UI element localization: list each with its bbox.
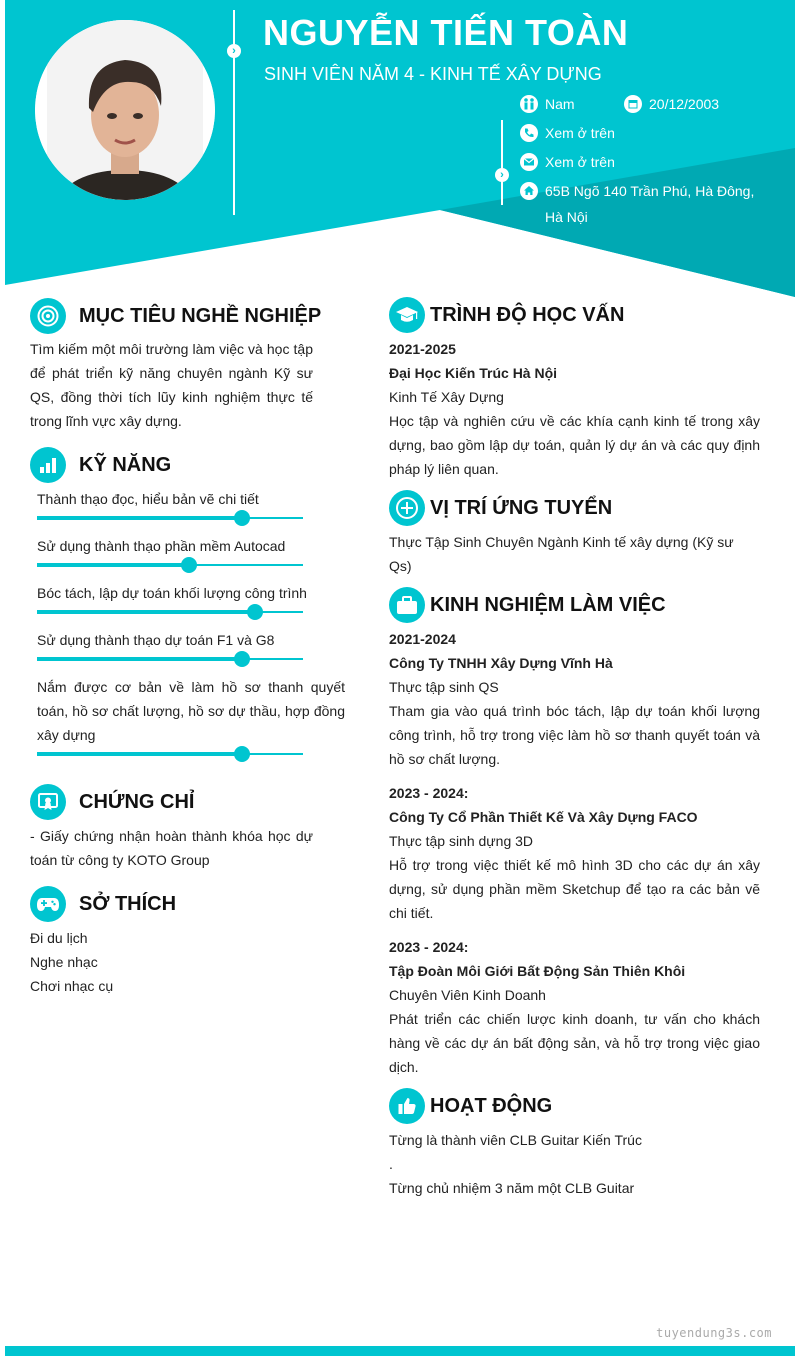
skill-bar-knob [247,604,263,620]
education-title: TRÌNH ĐỘ HỌC VẤN [430,303,625,326]
education-school: Đại Học Kiến Trúc Hà Nội [389,365,558,381]
education-heading [389,297,624,333]
graduation-cap-icon [389,297,425,333]
skill-bar-fill [37,516,242,520]
experience-heading [389,587,666,623]
skill-bar-knob [181,557,197,573]
profile-photo [35,20,215,200]
objective-text: Tìm kiếm một môi trường làm việc và học tập để phát triển kỹ năng chuyên ngành Kỹ sư QS, đồng thời tích lũy kinh nghiệm thực tế trong lĩnh vực xây dựng. [30,341,313,429]
hobbies-heading [30,886,176,922]
education-description: Học tập và nghiên cứu về các khía cạnh kinh tế trong xây dựng, bao gồm lập dự toán, quản lý dự án và các quy định pháp lý liên quan. [389,413,760,477]
skill-bar [37,517,303,519]
objective-title: MỤC TIÊU NGHỀ NGHIỆP [79,304,322,327]
skill-label: Sử dụng thành thạo phần mềm Autocad [37,538,286,554]
header-divider-right [501,120,503,205]
gender-icon [520,95,538,113]
objective-heading [30,298,321,334]
job-role: Chuyên Viên Kinh Doanh [389,987,546,1003]
address-value: 65B Ngõ 140 Trần Phú, Hà Đông, Hà Nội [545,183,755,225]
certificates-title: CHỨNG CHỈ [79,790,195,813]
skill-bar [37,611,303,613]
position-text: Thực Tập Sinh Chuyên Ngành Kinh tế xây dựng (Kỹ sư Qs) [389,534,734,574]
phone-info [520,120,770,146]
skill-bar-knob [234,510,250,526]
address-info [520,178,775,230]
chevron-right-icon: › [227,44,241,58]
phone-value: Xem ở trên [545,125,615,141]
candidate-name: NGUYỄN TIẾN TOÀN [263,12,629,53]
job-description: Phát triển các chiến lược kinh doanh, tư vấn cho khách hàng về các dự án bất động sản, và hỗ trợ trong việc giao dịch. [389,1011,760,1075]
certificate-icon [30,784,66,820]
home-icon [520,182,538,200]
candidate-subtitle: SINH VIÊN NĂM 4 - KINH TẾ XÂY DỰNG [264,64,602,84]
experience-title: KINH NGHIỆM LÀM VIỆC [430,593,666,616]
activity-item: Từng chủ nhiệm 3 năm một CLB Guitar [389,1180,635,1196]
job-description: Hỗ trợ trong việc thiết kế mô hình 3D cho các dự án xây dựng, sử dụng phần mềm Sketchup để tạo ra các bản vẽ chi tiết. [389,857,760,921]
activity-item: Từng là thành viên CLB Guitar Kiến Trúc [389,1132,642,1148]
email-info [520,149,770,175]
chevron-right-icon: › [495,168,509,182]
skill-bar-knob [234,746,250,762]
header-divider-left [233,10,235,215]
activity-item: . [389,1156,393,1172]
certificates-heading [30,784,194,820]
skills-heading [30,447,171,483]
job-company: Công Ty Cổ Phần Thiết Kế Và Xây Dựng FACO [389,809,698,825]
footer-bar [5,1346,795,1356]
email-icon [520,153,538,171]
position-heading [389,490,612,526]
skill-bar-knob [234,651,250,667]
skills-title: KỸ NĂNG [79,453,172,476]
skill-bar-fill [37,563,189,567]
skill-bar [37,564,303,566]
job-period: 2021-2024 [389,631,456,647]
skill-label: Nắm được cơ bản về làm hồ sơ thanh quyết toán, hồ sơ chất lượng, hồ sơ dự thầu, hợp đồng xây dựng [37,679,345,743]
target-icon [30,298,66,334]
plus-icon [389,490,425,526]
job-company: Tập Đoàn Môi Giới Bất Động Sản Thiên Khôi [389,963,686,979]
job-period: 2023 - 2024: [389,939,469,955]
birthday-info [624,91,774,117]
job-company: Công Ty TNHH Xây Dựng Vĩnh Hà [389,655,613,671]
job-role: Thực tập sinh dựng 3D [389,833,534,849]
skill-bar [37,658,303,660]
skill-bar-fill [37,657,242,661]
calendar-icon [624,95,642,113]
hobby-item: Nghe nhạc [30,954,98,970]
email-value: Xem ở trên [545,154,615,170]
activities-title: HOẠT ĐỘNG [430,1094,553,1117]
education-period: 2021-2025 [389,341,456,357]
activities-heading [389,1088,552,1124]
bar-chart-icon [30,447,66,483]
birthday-value: 20/12/2003 [649,96,720,112]
hobby-item: Đi du lịch [30,930,88,946]
skill-bar [37,753,303,755]
skill-bar-fill [37,610,255,614]
phone-icon [520,124,538,142]
job-description: Tham gia vào quá trình bóc tách, lập dự toán khối lượng công trình, hỗ trợ trong việc làm hồ sơ thanh quyết toán và hồ sơ chất lượng. [389,703,760,767]
thumbs-up-icon [389,1088,425,1124]
skill-bar-fill [37,752,242,756]
gender-value: Nam [545,96,575,112]
hobbies-title: SỞ THÍCH [79,892,177,915]
certificates-text: - Giấy chứng nhận hoàn thành khóa học dự toán từ công ty KOTO Group [30,828,313,868]
skill-label: Thành thạo đọc, hiểu bản vẽ chi tiết [37,491,259,507]
job-period: 2023 - 2024: [389,785,469,801]
gender-info [520,91,620,117]
briefcase-icon [389,587,425,623]
job-role: Thực tập sinh QS [389,679,499,695]
education-major: Kinh Tế Xây Dựng [389,389,504,405]
watermark: tuyendung3s.com [656,1326,772,1340]
skill-label: Sử dụng thành thạo dự toán F1 và G8 [37,632,275,648]
skill-label: Bóc tách, lập dự toán khối lượng công trình [37,585,307,601]
position-title: VỊ TRÍ ỨNG TUYỂN [430,496,613,519]
gamepad-icon [30,886,66,922]
hobby-item: Chơi nhạc cụ [30,978,114,994]
